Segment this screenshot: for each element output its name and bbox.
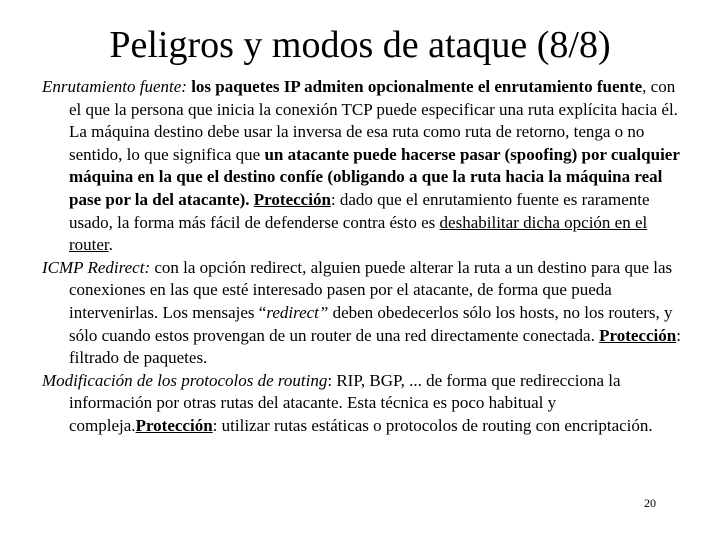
- paragraph-icmp-redirect: [42, 257, 690, 370]
- routing-protocols-text-2: : utilizar rutas estáticas o protocolos de routing con encriptación.: [212, 415, 653, 435]
- protection-label-routing-protocols: Protección: [135, 415, 213, 435]
- icmp-redirect-text-1: con la opción redirect, alguien puede alterar la ruta a un destino para que las conexiones en las que esté interesado pasen por el atacante, de forma que pueda intervenirlas. Los mensajes “: [69, 257, 673, 322]
- source-routing-bold-attack: un atacante puede hacerse pasar (spoofing) por cualquier máquina en la que el destino confíe (obligando a que la ruta hacia la máquina real pase por la del atacante).: [69, 144, 680, 209]
- term-source-routing: Enrutamiento fuente:: [42, 77, 187, 96]
- source-routing-text-1: , con el que la persona que inicia la conexión TCP puede especificar una ruta explícita hacia él. La máquina destino debe usar la inversa de esa ruta como ruta de retorno, tenga o no sentido, lo que significa que: [69, 77, 678, 164]
- source-routing-text-3: .: [108, 235, 113, 255]
- protection-label-icmp-redirect: Protección: [599, 325, 677, 345]
- source-routing-bold-intro: los paquetes IP admiten opcionalmente el enrutamiento fuente: [186, 77, 643, 96]
- protection-label-source-routing: Protección: [253, 189, 331, 209]
- paragraph-source-routing: [42, 76, 690, 257]
- icmp-redirect-text-3: : filtrado de paquetes.: [69, 325, 681, 368]
- source-routing-text-2: : dado que el enrutamiento fuente es raramente usado, la forma más fácil de defenderse contra ésto es: [69, 189, 650, 232]
- slide-title: Peligros y modos de ataque (8/8): [109, 24, 611, 66]
- icmp-redirect-text-2: deben obedecerlos sólo los hosts, no los routers, y sólo cuando estos provengan de un router de una red directamente conectada.: [69, 302, 673, 345]
- slide-number: 20: [644, 496, 656, 510]
- icmp-redirect-italic-word: redirect”: [266, 302, 329, 322]
- paragraph-routing-protocols: [42, 370, 690, 438]
- slide-body: [42, 76, 690, 438]
- source-routing-underlined-text: deshabilitar dicha opción en el router: [69, 212, 648, 255]
- term-icmp-redirect: ICMP Redirect:: [42, 257, 151, 277]
- term-routing-protocols: Modificación de los protocolos de routing: [42, 370, 328, 390]
- routing-protocols-text-1: : RIP, BGP, ... de forma que redirecciona la información por otras rutas del atacante. Esta técnica es poco habitual y compleja.: [69, 370, 621, 435]
